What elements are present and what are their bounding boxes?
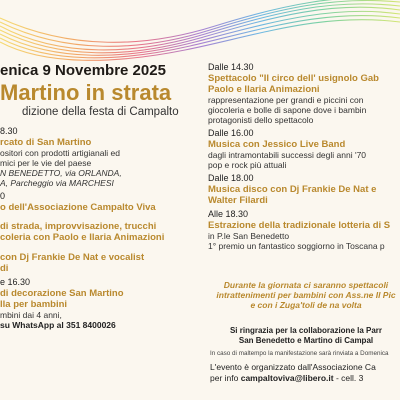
program-title: rcato di San Martino [0,137,92,148]
program-description: 1° premio un fantastico soggiorno in Toscana p [208,241,385,251]
program-description: protagonisti dello spettacolo [208,115,314,125]
program-item [0,221,196,243]
program-title: Spettacolo "Il circo dell' usignolo Gab [208,73,379,84]
program-title: o dell'Associazione Campalto Viva [0,202,156,213]
program-item [0,277,196,330]
program-time: Dalle 16.00 [208,128,254,138]
entertainment-note [212,280,400,310]
program-item [0,191,196,213]
program-right-column [208,62,400,254]
thanks-line: San Benedetto e Martino di Campal [238,336,374,345]
event-date: enica 9 Novembre 2025 [0,62,166,79]
program-title: Musica con Jessico Live Band [208,139,346,150]
thanks-line: Si ringrazia per la collaborazione la Parr [229,326,383,335]
program-description: giocoleria e bolle di sapone dove i bambin [208,105,367,115]
program-title: Walter Filardi [208,195,268,206]
contact-email[interactable]: campaltoviva@libero.it [240,373,334,383]
program-description: mbini dai 4 anni, [0,310,62,320]
program-left-column [0,126,196,333]
bad-weather-notice: In caso di maltempo la manifestazione sarà rinviata a Domenica [210,350,389,357]
note-line: intrattenimenti per bambini con Ass.ne Il Pic [216,290,396,300]
program-time: e 16.30 [0,277,31,287]
program-title: di strada, improvvisazione, trucchi [0,221,157,232]
program-title: Musica disco con Dj Frankie De Nat e [208,184,377,195]
program-title: di [0,263,9,274]
contact-phone: - cell. 3 [333,373,364,383]
program-time: 0 [0,191,6,201]
program-title: coleria con Paolo e Ilaria Animazioni [0,232,165,243]
event-title: Martino in strata [0,80,172,105]
program-item [0,126,196,188]
note-line: Durante la giornata ci saranno spettacoli [223,280,389,290]
program-time: Alle 18.30 [208,209,249,219]
contact-info-line [210,373,376,384]
program-title: lla per bambini [0,299,68,310]
program-title: di decorazione San Martino [0,288,124,299]
program-item [208,173,400,206]
program-title: Estrazione della tradizionale lotteria di S [208,220,391,231]
contact-prefix: per info [210,373,241,383]
note-line: e con i Zuga'toli de na volta [250,300,362,310]
program-description: dagli intramontabili successi degli anni '70 [208,150,367,160]
acknowledgements [212,326,400,346]
organizer-line: L'evento è organizzato dall'Associazione Ca [210,362,376,372]
program-item [208,209,400,251]
organizer-contact [210,362,376,384]
program-time: 8.30 [0,126,18,136]
program-time: Dalle 18.00 [208,173,254,183]
program-item [208,62,400,125]
rainbow-ribbon-decoration [0,0,400,70]
program-description: ositori con prodotti artigianali ed [0,148,121,158]
event-subtitle: dizione della festa di Campalto [22,106,179,118]
program-item [0,252,196,274]
program-description: pop e rock più attuali [208,160,287,170]
program-description: mici per le vie del paese [0,158,92,168]
program-title: Paolo e Ilaria Animazioni [208,84,320,95]
program-description: su WhatsApp al 351 8400026 [0,320,116,330]
program-description: in P.le San Benedetto [208,231,290,241]
program-description: rappresentazione per grandi e piccini con [208,95,364,105]
program-title: con Dj Frankie De Nat e vocalist [0,252,145,263]
program-item [208,128,400,170]
program-location: N BENEDETTO, via ORLANDA, [0,168,122,178]
program-time: Dalle 14.30 [208,62,254,72]
program-location: A, Parcheggio via MARCHESI [0,178,114,188]
